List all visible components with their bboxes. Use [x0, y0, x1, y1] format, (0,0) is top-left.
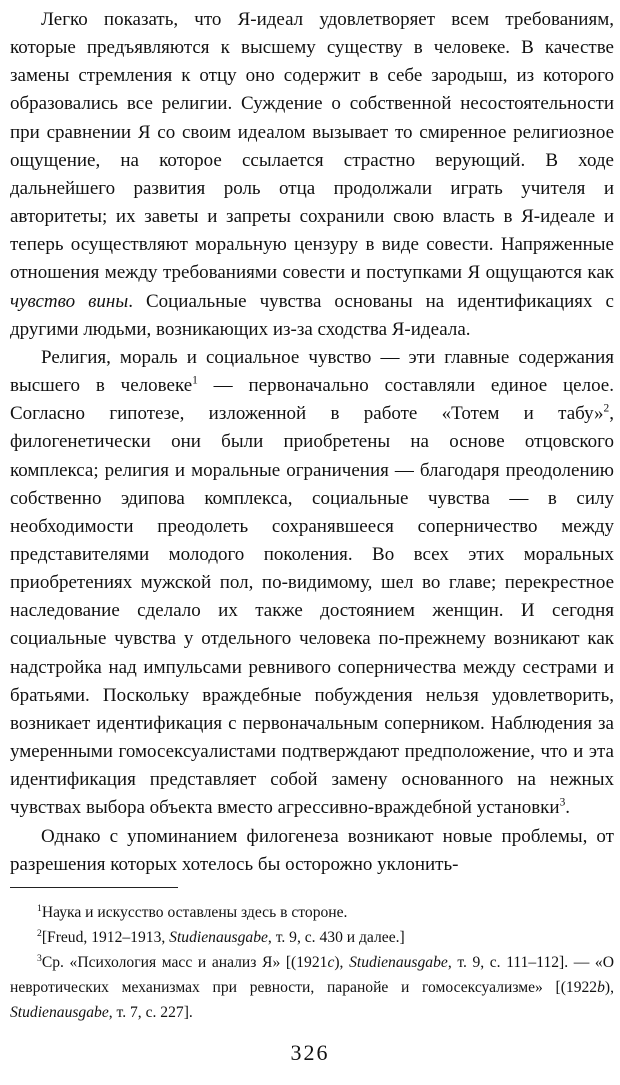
paragraph-2: Религия, мораль и социальное чувство — эти главные содержания высшего в человеке$^1$ — первоначально составляли единое целое. Согласно гипотезе, изложенной в работе «Тотем и табу»$^2$, филогенетически они были приобретены на основе отцовского комплекса; религия и моральные ограничения — благодаря преодолению собственно эдипова комплекса, социальные чувства — в силу необходимости преодолеть сохранявшееся соперничество между представителями молодого поколения. Во всех этих моральных приобретениях мужской пол, по-видимому, шел во главе; перекрестное наследование сделало их также достоянием женщин. И сегодня социальные чувства у отдельного человека по-прежнему возникают как надстройка над импульсами ревнивого соперничества между сестрами и братьями. Поскольку враждебные побуждения нельзя удовлетворить, возникает идентификация с первоначальным соперником. Наблюдения за умеренными гомосексуалистами подтверждают предположение, что и эта идентификация представляет собой замену основанного на нежных чувствах выбора объекта вместо агрессивно-враждебной установки$^3$. — [10, 346, 614, 819]
footnote-marker: 3 — [37, 952, 42, 964]
footnote-2: $^2$[Freud, 1912–1913, Studienausgabe, т. 9, с. 430 и далее.] — [37, 927, 405, 946]
italic-term: чувство вины — [10, 290, 129, 312]
footnote-ref: 3 — [559, 797, 566, 810]
footnote-divider — [10, 887, 178, 888]
main-text — [10, 6, 614, 879]
page-number: 326 — [290, 1040, 330, 1065]
footnote-ref: 2 — [603, 402, 610, 415]
paragraph-1: Легко показать, что Я-идеал удовлетворяет всем требованиям, которые предъявляются к высшему существу в человеке. В качестве замены стремления к отцу оно содержит в себе зародыш, из которого образовались все религии. Суждение о собственной несостоятельности при сравнении Я со своим идеалом вызывает то смиренное религиозное ощущение, на которое ссылается страстно верующий. В ходе дальнейшего развития роль отца продолжали играть учителя и авторитеты; их заветы и запреты сохранили свою власть в Я-идеале и теперь осуществляют моральную цензуру в виде совести. Напряженные отношения между требованиями совести и поступками Я ощущаются как чувство вины. Социальные чувства основаны на идентификациях с другими людьми, возникающих из-за сходства Я-идеала. — [10, 9, 614, 340]
paragraph-3: Однако с упоминанием филогенеза возникают новые проблемы, от разрешения которых хотелось бы осторожно уклонить- — [10, 825, 614, 875]
footnotes — [10, 900, 614, 1025]
footnote-marker: 2 — [37, 927, 42, 939]
footnote-marker: 1 — [37, 902, 42, 914]
footnote-ref: 1 — [192, 374, 198, 387]
footnote-1: $^1$Наука и искусство оставлены здесь в стороне. — [37, 902, 348, 921]
footnote-3: $^3$Ср. «Психология масс и анализ Я» [(1921c), Studienausgabe, т. 9, с. 111–112]. — «О невротических механизмах при ревности, паранойе и гомосексуализме» [(1922b), Studienausgabe, т. 7, с. 227]. — [10, 952, 614, 1021]
